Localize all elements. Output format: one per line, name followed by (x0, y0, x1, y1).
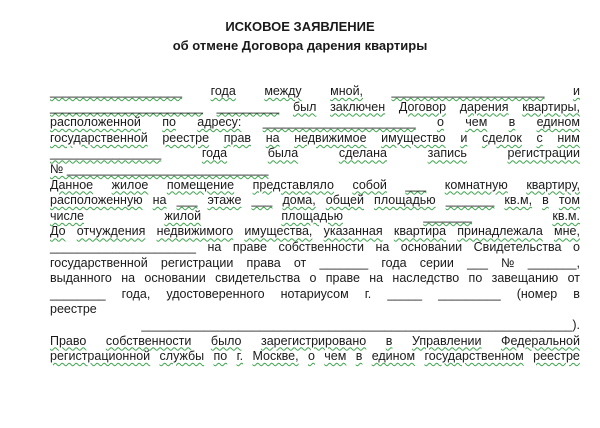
line-word: основании (400, 239, 463, 254)
line-word: расположенную (50, 193, 143, 208)
line-word: зарегистрировано (260, 333, 367, 348)
document-line (50, 162, 580, 178)
line-word: прав (223, 130, 252, 145)
line-word: государственном (424, 349, 524, 364)
line-word: _______, (527, 255, 580, 270)
line-word: службы (159, 349, 205, 364)
line-word: ___ (405, 177, 427, 192)
line-word: в (385, 333, 393, 348)
document-line (50, 209, 580, 225)
line-word: ___ (251, 193, 273, 208)
line-word: адресу: (197, 115, 242, 130)
line-word: о (436, 115, 444, 130)
document-line (50, 256, 580, 272)
line-word: и (572, 84, 580, 98)
line-word: мне, (554, 224, 580, 239)
document-line (50, 349, 580, 365)
line-word: дарения (459, 99, 509, 114)
line-word: на (369, 271, 384, 286)
line-word: общей (325, 193, 364, 208)
line-word: помещение (166, 177, 235, 192)
line-word: Москве, (252, 349, 299, 364)
line-word: реестре (162, 130, 210, 145)
line-word: До (50, 224, 66, 239)
line-word: на (265, 130, 280, 145)
line-word: площадью (374, 193, 436, 208)
line-word: основании (144, 271, 206, 286)
line-word: мной, (330, 84, 364, 98)
line-word: о (307, 349, 315, 364)
line-word: удостоверенного (166, 286, 265, 301)
line-word: о (309, 271, 317, 286)
line-word: имущества, (244, 224, 313, 239)
line-word: _______ (319, 255, 369, 270)
line-word: квартира (393, 224, 447, 239)
line-word: регистрации (160, 255, 234, 270)
line-word: государственной (50, 255, 148, 270)
line-word: ___________________ (50, 84, 183, 98)
document-line (50, 131, 580, 147)
line-word: по (213, 349, 228, 364)
line-word: жилое (111, 177, 149, 192)
document-line (50, 224, 580, 240)
line-word: числе (50, 208, 84, 223)
line-word: с (536, 130, 543, 145)
document-line (50, 287, 580, 303)
line-word: заключен (330, 99, 386, 114)
line-word: на (375, 239, 390, 254)
line-word: был (292, 99, 317, 114)
line-word: ______________________ (262, 115, 416, 130)
line-word: серии (419, 255, 454, 270)
line-word: права (246, 255, 281, 270)
line-word: имущество (381, 130, 446, 145)
document-line (50, 178, 580, 194)
line-word: в (573, 286, 580, 301)
line-word: государственной (50, 130, 148, 145)
line-word: на (207, 239, 222, 254)
line-word: _______ (445, 193, 495, 208)
line-word: № _____________________________ (50, 161, 269, 176)
line-word: ________ (50, 286, 106, 301)
line-word: свидетельства (215, 271, 301, 286)
line-word: было (210, 333, 242, 348)
line-word: Свидетельства (473, 239, 562, 254)
line-word: едином (371, 349, 416, 364)
line-word: наследство (392, 271, 460, 286)
line-word: квартиру, (526, 177, 580, 192)
line-word: кв.м. (552, 208, 580, 223)
document-line (50, 115, 580, 131)
document-line (50, 318, 580, 334)
line-word: ______________________________________________________________). (141, 317, 580, 332)
line-word: на (152, 193, 167, 208)
line-word: чем (324, 349, 347, 364)
document-title: ИСКОВОЕ ЗАЯВЛЕНИЕ (225, 19, 375, 34)
line-word: ________________ (50, 146, 162, 161)
line-word: реестре (50, 302, 97, 317)
line-word: представляло (252, 177, 334, 192)
line-word: расположенной (50, 115, 141, 130)
line-word: праве (325, 271, 360, 286)
line-word: праве (232, 239, 267, 254)
line-word: квартиры, (522, 99, 580, 114)
document-line (50, 146, 580, 162)
line-word: г. (236, 349, 244, 364)
line-word: этаже (207, 193, 242, 208)
line-word: о (572, 239, 580, 254)
line-word: комнатную (444, 177, 508, 192)
line-word: собой (352, 177, 387, 192)
line-word: года, (121, 286, 151, 301)
line-word: Право (50, 333, 87, 348)
line-word: едином (536, 115, 580, 130)
line-word: жилой (164, 208, 202, 223)
line-word: чем (465, 115, 488, 130)
line-word: дома, (282, 193, 316, 208)
line-word: Управлении (411, 333, 482, 348)
line-word: _________ (438, 286, 501, 301)
line-word: от (293, 255, 307, 270)
document-body (50, 84, 580, 365)
line-word: том (558, 193, 580, 208)
document-subtitle: об отмене Договора дарения квартиры (172, 38, 428, 53)
line-word: запись (427, 146, 467, 161)
document-line (50, 240, 580, 256)
line-word: собственности (105, 333, 192, 348)
line-word: сделана (338, 146, 387, 161)
line-word: реестре (533, 349, 580, 364)
line-word: в (542, 193, 549, 208)
line-word: г. (364, 286, 372, 301)
line-word: отчуждения (76, 224, 146, 239)
line-word: _______ (423, 208, 472, 223)
line-word: Федеральной (501, 333, 580, 348)
line-word: площадью (281, 208, 343, 223)
line-word: _________ (216, 99, 280, 114)
line-word: нотариусом (280, 286, 349, 301)
document-line (50, 193, 580, 209)
line-word: по (162, 115, 176, 130)
line-word: ______________________ (391, 84, 545, 98)
line-word: на (121, 271, 136, 286)
line-word: кв.м, (504, 193, 533, 208)
line-word: ___ (176, 193, 198, 208)
line-word: года (210, 84, 236, 98)
document-line (50, 100, 580, 116)
line-word: регистрации (507, 146, 580, 161)
line-word: выданного (50, 271, 112, 286)
document-line (50, 302, 580, 318)
line-word: недвижимого (156, 224, 234, 239)
line-word: в (508, 115, 516, 130)
line-word: _____ (387, 286, 423, 301)
line-word: указанная (323, 224, 383, 239)
line-word: между (264, 84, 302, 98)
line-word: (номер (516, 286, 558, 301)
line-word: была (267, 146, 299, 161)
line-word: по (468, 271, 483, 286)
line-word: и (460, 130, 468, 145)
line-word: в (355, 349, 363, 364)
line-word: регистрационной (50, 349, 151, 364)
document-line (50, 84, 580, 100)
line-word: от (567, 271, 580, 286)
line-word: недвижимое (294, 130, 367, 145)
line-word: Данное (50, 177, 94, 192)
line-word: года (201, 146, 228, 161)
line-word: _____________________ (50, 239, 196, 254)
line-word: ним (557, 130, 580, 145)
line-word: года (381, 255, 407, 270)
line-word: собственности (278, 239, 364, 254)
line-word: № (501, 255, 515, 270)
line-word: сделок (481, 130, 522, 145)
line-word: Договор (398, 99, 447, 114)
line-word: ___ (467, 255, 488, 270)
line-word: принадлежала (457, 224, 543, 239)
document-line (50, 271, 580, 287)
line-word: ______________________ (50, 99, 203, 114)
document-line (50, 334, 580, 350)
line-word: завещанию (491, 271, 559, 286)
